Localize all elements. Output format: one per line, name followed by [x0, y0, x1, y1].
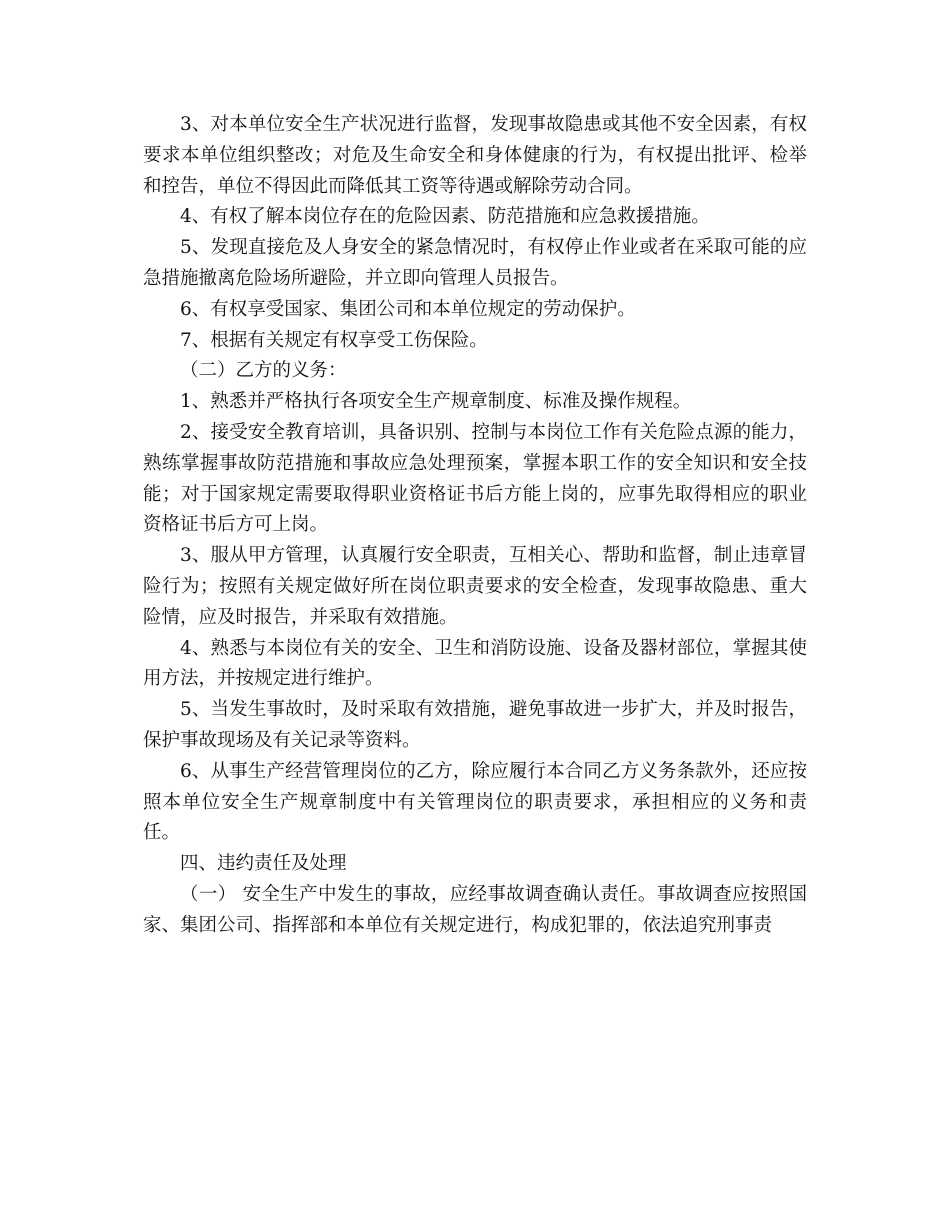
paragraph-right-3: 3、对本单位安全生产状况进行监督，发现事故隐患或其他不安全因素，有权要求本单位组织整改；对危及生命安全和身体健康的行为，有权提出批评、检举和控告，单位不得因此而降低其工资等待遇或解除劳动合同。 [143, 114, 807, 197]
paragraph-duty-5: 5、当发生事故时，及时采取有效措施，避免事故进一步扩大，并及时报告，保护事故现场及有关记录等资料。 [143, 699, 807, 751]
paragraph-right-7: 7、根据有关规定有权享受工伤保险。 [180, 329, 488, 351]
paragraph-right-4: 4、有权了解本岗位存在的危险因素、防范措施和应急救援措施。 [180, 206, 710, 228]
paragraph-right-5: 5、发现直接危及人身安全的紧急情况时，有权停止作业或者在采取可能的应急措施撤离危险场所避险，并立即向管理人员报告。 [143, 237, 807, 289]
paragraph-duty-2: 2、接受安全教育培训，具备识别、控制与本岗位工作有关危险点源的能力，熟练掌握事故防范措施和事故应急处理预案，掌握本职工作的安全知识和安全技能；对于国家规定需要取得职业资格证书后方能上岗的，应事先取得相应的职业资格证书后方可上岗。 [143, 421, 807, 536]
paragraph-duty-3: 3、服从甲方管理，认真履行安全职责，互相关心、帮助和监督，制止违章冒险行为；按照有关规定做好所在岗位职责要求的安全检查，发现事故隐患、重大险情，应及时报告，并采取有效措施。 [143, 545, 807, 628]
paragraph-liability-1: （一） 安全生产中发生的事故，应经事故调查确认责任。事故调查应按照国家、集团公司、指挥部和本单位有关规定进行，构成犯罪的，依法追究刑事责 [143, 883, 807, 936]
paragraph-duty-4: 4、熟悉与本岗位有关的安全、卫生和消防设施、设备及器材部位，掌握其使用方法，并按规定进行维护。 [143, 637, 807, 690]
paragraph-right-6: 6、有权享受国家、集团公司和本单位规定的劳动保护。 [180, 298, 636, 320]
paragraph-duty-1: 1、熟悉并严格执行各项安全生产规章制度、标准及操作规程。 [180, 391, 692, 413]
section-heading-obligations: （二）乙方的义务： [180, 360, 347, 382]
section-heading-liability: 四、违约责任及处理 [180, 853, 347, 875]
paragraph-duty-6: 6、从事生产经营管理岗位的乙方，除应履行本合同乙方义务条款外，还应按照本单位安全生产规章制度中有关管理岗位的职责要求，承担相应的义务和责任。 [143, 760, 807, 844]
document-body [143, 110, 807, 942]
